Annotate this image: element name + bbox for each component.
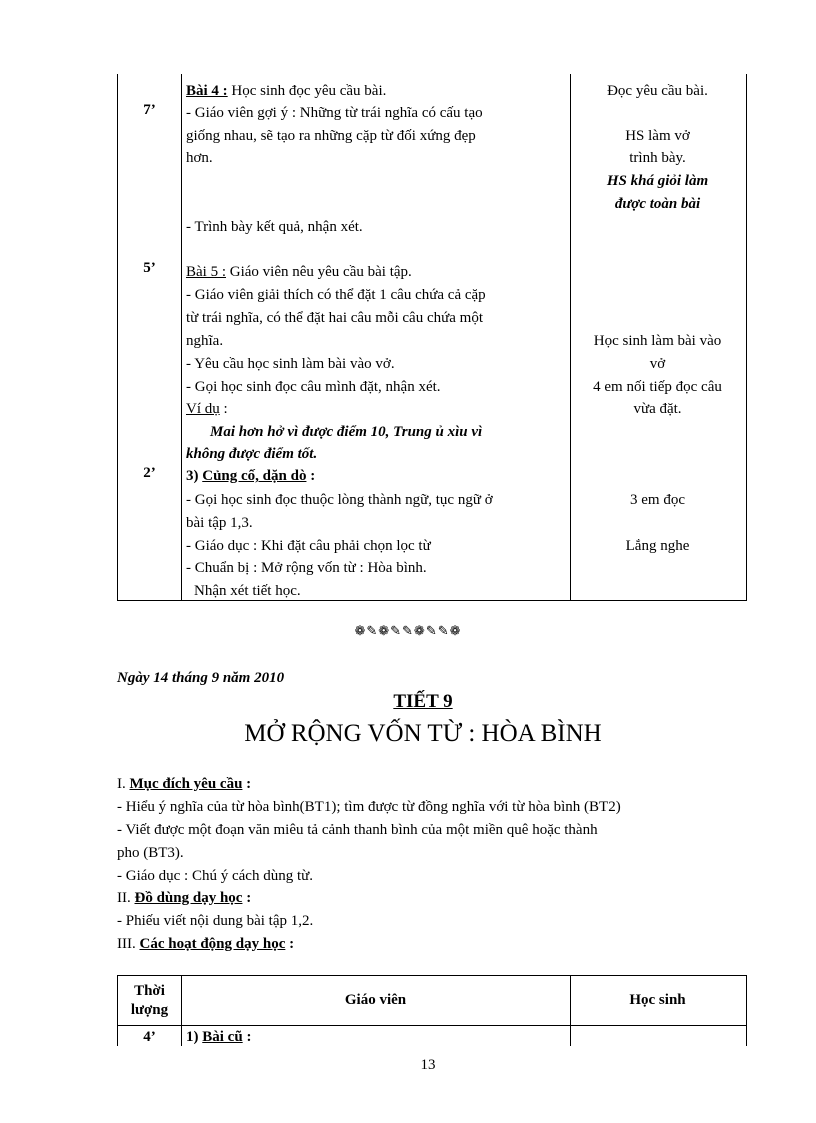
lesson-date: Ngày 14 tháng 9 năm 2010: [117, 670, 285, 686]
teacher-text: - Giáo viên giải thích có thể đặt 1 câu chứa cả cặp: [186, 287, 486, 303]
lesson-number: TIẾT 9: [393, 691, 453, 712]
student-text: Lắng nghe: [625, 538, 690, 554]
column-divider: [181, 74, 182, 600]
teacher-text: giống nhau, sẽ tạo ra những cặp từ đối xứng đẹp: [186, 128, 476, 144]
time-cell: 7’: [143, 102, 156, 118]
time-cell: 2’: [143, 465, 156, 481]
page-number: 13: [420, 1057, 436, 1073]
teacher-text: - Giáo viên gợi ý : Những từ trái nghĩa có cấu tạo: [186, 105, 483, 121]
header-teacher: Giáo viên: [344, 992, 407, 1008]
student-note: HS khá giỏi làm: [606, 173, 709, 189]
exercise-4-line: Bài 4 : Học sinh đọc yêu cầu bài.: [186, 83, 387, 99]
teacher-text: - Gọi học sinh đọc câu mình đặt, nhận xét.: [186, 379, 441, 395]
student-text: 4 em nối tiếp đọc câu: [593, 379, 722, 395]
student-text: 3 em đọc: [630, 492, 685, 508]
column-divider: [570, 976, 571, 1046]
teacher-text: Nhận xét tiết học.: [194, 583, 301, 599]
section-heading: II. Đồ dùng dạy học :: [117, 890, 252, 906]
page-title: MỞ RỘNG VỐN TỪ : HÒA BÌNH: [244, 720, 602, 747]
header-student: Học sinh: [629, 992, 686, 1008]
ornament-divider: ❁✎❁✎✎❁✎✎❁: [354, 623, 462, 638]
objective-item: - Giáo dục : Chú ý cách dùng từ.: [117, 868, 314, 884]
teacher-text: hơn.: [186, 150, 213, 166]
time-cell: 5’: [143, 260, 156, 276]
section-heading: I. Mục đích yêu cầu :: [117, 776, 252, 792]
teacher-text: - Chuẩn bị : Mở rộng vốn từ : Hòa bình.: [186, 560, 427, 576]
old-lesson-heading: 1) Bài cũ :: [186, 1029, 252, 1045]
header-time: Thời: [134, 983, 165, 999]
exercise-5-line: Bài 5 : Giáo viên nêu yêu cầu bài tập.: [186, 264, 412, 280]
teacher-text: nghĩa.: [186, 333, 224, 349]
example-sentence: Mai hơn hở vì được điểm 10, Trung ủ xìu vì: [210, 424, 483, 440]
teacher-text: từ trái nghĩa, có thể đặt hai câu mỗi câu chứa một: [186, 310, 483, 326]
consolidation-heading: 3) Củng cố, dặn dò :: [186, 468, 316, 484]
objective-item: pho (BT3).: [117, 845, 184, 861]
teacher-text: - Giáo dục : Khi đặt câu phải chọn lọc từ: [186, 538, 431, 554]
time-cell: 4’: [143, 1029, 156, 1045]
materials-item: - Phiếu viết nội dung bài tập 1,2.: [117, 913, 314, 929]
student-note: được toàn bài: [614, 196, 701, 212]
student-text: HS làm vở: [625, 128, 690, 144]
example-sentence: không được điểm tốt.: [186, 446, 318, 462]
teacher-text: bài tập 1,3.: [186, 515, 253, 531]
student-text: vừa đặt.: [633, 401, 682, 417]
example-label: Ví dụ :: [186, 401, 228, 417]
header-time: lượng: [130, 1002, 169, 1018]
student-text: vở: [649, 356, 666, 372]
teacher-text: - Gọi học sinh đọc thuộc lòng thành ngữ, tục ngữ ở: [186, 492, 493, 508]
teacher-text: - Trình bày kết quả, nhận xét.: [186, 219, 363, 235]
teacher-text: - Yêu cầu học sinh làm bài vào vở.: [186, 356, 395, 372]
student-text: trình bày.: [629, 150, 686, 166]
objective-item: - Viết được một đoạn văn miêu tả cảnh thanh bình của một miền quê hoặc thành: [117, 822, 598, 838]
student-text: Đọc yêu cầu bài.: [607, 83, 708, 99]
section-heading: III. Các hoạt động dạy học :: [117, 936, 295, 952]
objective-item: - Hiểu ý nghĩa của từ hòa bình(BT1); tìm được từ đồng nghĩa với từ hòa bình (BT2): [117, 799, 621, 815]
student-text: Học sinh làm bài vào: [593, 333, 722, 349]
column-divider: [181, 976, 182, 1046]
